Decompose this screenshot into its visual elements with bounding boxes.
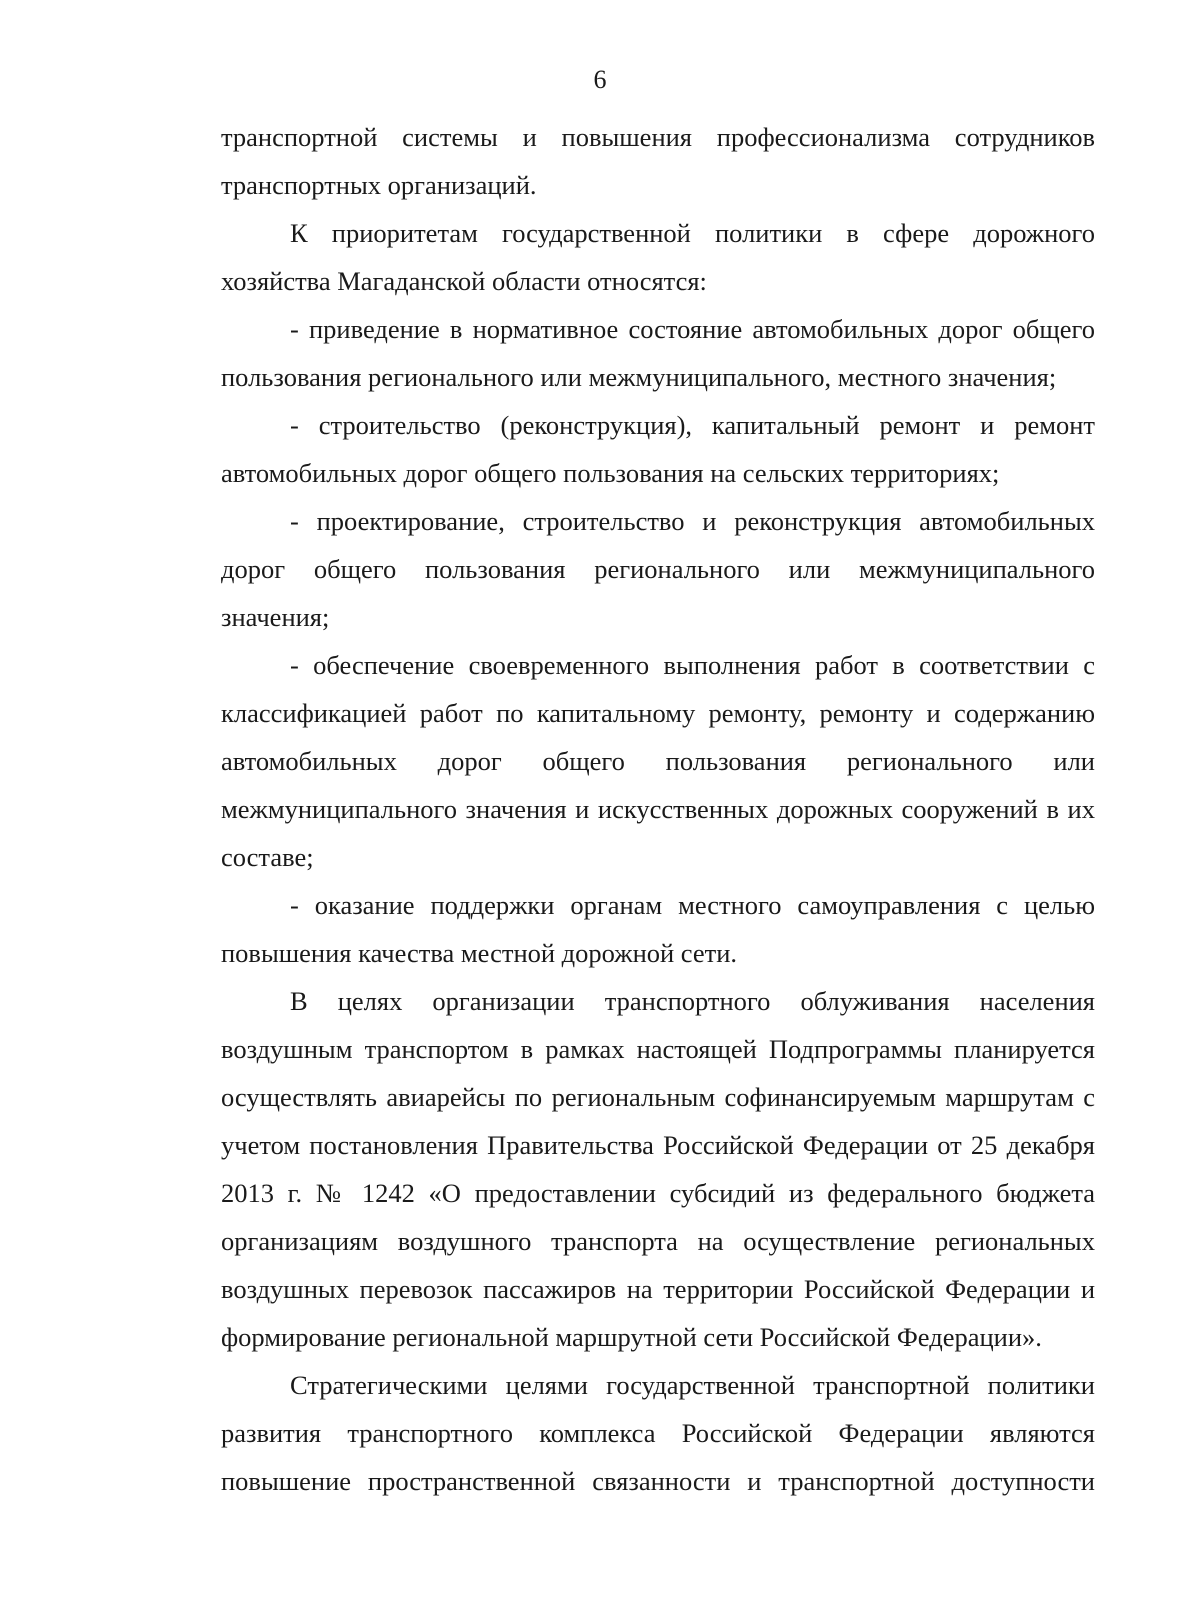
body-text [221,113,1095,1505]
paragraph-continuation: транспортной системы и повышения профессионализма сотрудников транспортных организаций. [221,122,1095,200]
page-number: 6 [593,65,607,94]
list-item-local-support: - оказание поддержки органам местного самоуправления с целью повышения качества местной дорожной сети. [221,890,1095,968]
paragraph-strategic-goals: Стратегическими целями государственной транспортной политики развития транспортного комплекса Российской Федерации являются повышение пространственной связанности и транспортной доступности [221,1370,1095,1496]
paragraph-air-transport: В целях организации транспортного облуживания населения воздушным транспортом в рамках настоящей Подпрограммы планируется осуществлять авиарейсы по региональным софинансируемым маршрутам с учетом постановления Правительства Российской Федерации от 25 декабря 2013 г. № 1242 «О предоставлении субсидий из федерального бюджета организациям воздушного транспорта на осуществление региональных воздушных перевозок пассажиров на территории Российской Федерации и формирование региональной маршрутной сети Российской Федерации». [221,986,1095,1352]
paragraph-priorities-intro: К приоритетам государственной политики в сфере дорожного хозяйства Магаданской области относятся: [221,218,1095,296]
list-item-construction-rural: - строительство (реконструкция), капитальный ремонт и ремонт автомобильных дорог общего пользования на сельских территориях; [221,410,1095,488]
list-item-timely-works: - обеспечение своевременного выполнения работ в соответствии с классификацией работ по капитальному ремонту, ремонту и содержанию автомобильных дорог общего пользования регионального или межмуниципального значения и искусственных дорожных сооружений в их составе; [221,650,1095,872]
list-item-design-construction: - проектирование, строительство и реконструкция автомобильных дорог общего пользования регионального или межмуниципального значения; [221,506,1095,632]
list-item-normative-state: - приведение в нормативное состояние автомобильных дорог общего пользования регионального или межмуниципального, местного значения; [221,314,1095,392]
